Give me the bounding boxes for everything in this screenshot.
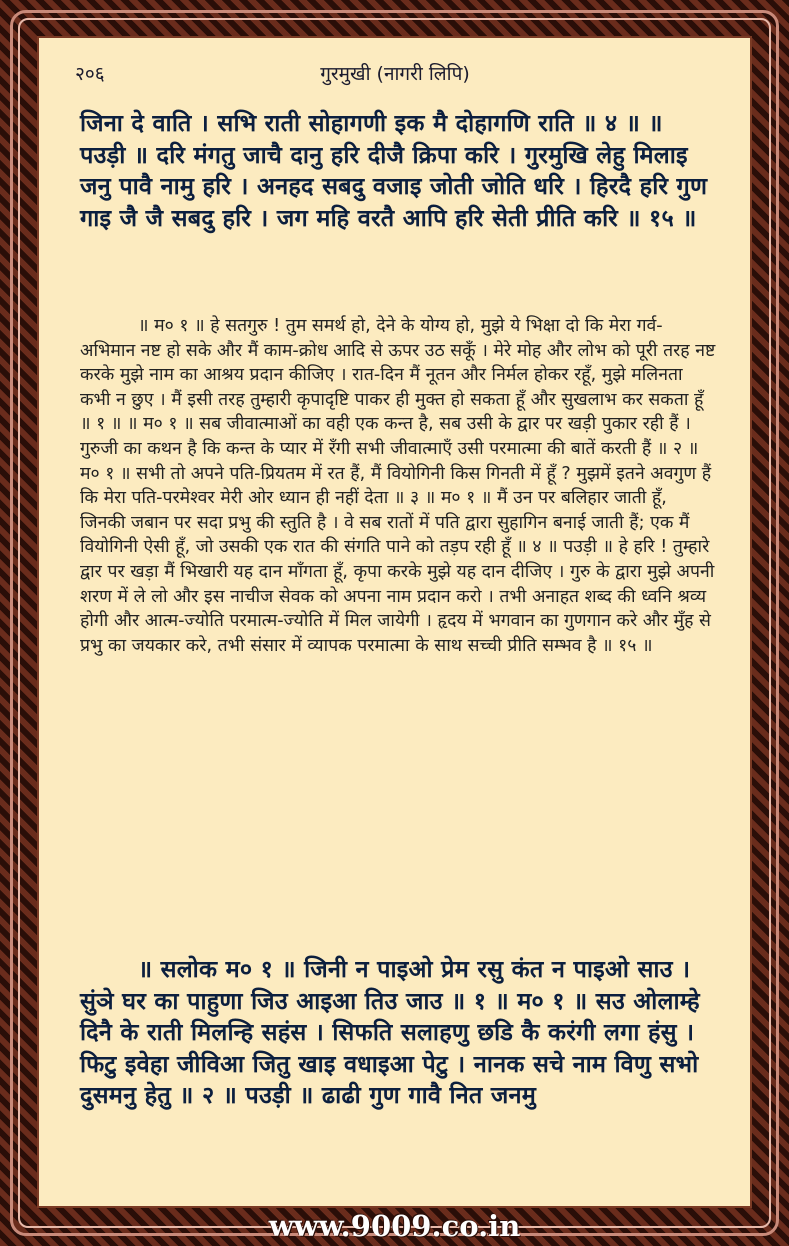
page-number: २०६ bbox=[75, 63, 105, 85]
website-url: www.9009.co.in bbox=[268, 1209, 521, 1243]
verse-block-1: जिना दे वाति । सभि राती सोहागणी इक मै दोहागणि राति ॥ ४ ॥ ॥ पउड़ी ॥ दरि मंगतु जाचै दानु हरि दीजै क्रिपा करि । गुरमुखि लेहु मिलाइ जनु पावै नामु हरि । अनहद सबदु वजाइ जोती जोति धरि । हिरदै हरि गुण गाइ जै जै सबदु हरि । जग महि वरतै आपि हरि सेती प्रीति करि ॥ १५ ॥ bbox=[80, 109, 708, 232]
translation-block: ॥ म० १ ॥ हे सतगुरु ! तुम समर्थ हो, देने के योग्य हो, मुझे ये भिक्षा दो कि मेरा गर्व-अभिमान नष्ट हो सके और मैं काम-क्रोध आदि से ऊपर उठ सकूँ । मेरे मोह और लोभ को पूरी तरह नष्ट करके मुझे नाम का आश्रय प्रदान कीजिए । रात-दिन मैं नूतन और निर्मल होकर रहूँ, मुझे मलिनता कभी न छुए । मैं इसी तरह तुम्हारी कृपादृष्टि पाकर ही मुक्त हो सकता हूँ और सुखलाभ कर सकता हूँ ॥ १ ॥ ॥ म० १ ॥ सब जीवात्माओं का वही एक कन्त है, सब उसी के द्वार पर खड़ी पुकार रही हैं । गुरुजी का कथन है कि कन्त के प्यार में रँगी सभी जीवात्माएँ उसी परमात्मा की बातें करती हैं ॥ २ ॥ म० १ ॥ सभी तो अपने पति-प्रियतम में रत हैं, मैं वियोगिनी किस गिनती में हूँ ? मुझमें इतने अवगुण हैं कि मेरा पति-परमेश्वर मेरी ओर ध्यान ही नहीं देता ॥ ३ ॥ म० १ ॥ मैं उन पर बलिहार जाती हूँ, जिनकी जबान पर सदा प्रभु की स्तुति है । वे सब रातों में पति द्वारा सुहागिन बनाई जाती हैं; एक मैं वियोगिनी ऐसी हूँ, जो उसकी एक रात की संगति पाने को तड़प रही हूँ ॥ ४ ॥ पउड़ी ॥ हे हरि ! तुम्हारे द्वार पर खड़ा मैं भिखारी यह दान माँगता हूँ, कृपा करके मुझे यह दान दीजिए । गुरु के द्वारा मुझे अपनी शरण में ले लो और इस नाचीज सेवक को अपना नाम प्रदान करो । तभी अनाहत शब्द की ध्वनि श्रव्य होगी और आत्म-ज्योति परमात्म-ज्योति में मिल जायेगी । हृदय में भगवान का गुणगान करे और मुँह से प्रभु का जयकार करे, तभी संसार में व्यापक परमात्मा के साथ सच्ची प्रीति सम्भव है ॥ १५ ॥ bbox=[80, 316, 716, 656]
page-header bbox=[75, 60, 715, 90]
page bbox=[37, 36, 752, 1208]
page-title: गुरमुखी (नागरी लिपि) bbox=[320, 63, 470, 85]
verse-block-2: ॥ सलोक म० १ ॥ जिनी न पाइओ प्रेम रसु कंत न पाइओ साउ । सुंञे घर का पाहुणा जिउ आइआ तिउ जाउ ॥ १ ॥ म० १ ॥ सउ ओलाम्हे दिनै के राती मिलन्हि सहंस । सिफति सलाहणु छडि कै करंगी लगा हंसु । फिटु इवेहा जीविआ जितु खाइ वधाइआ पेटु । नानक सचे नाम विणु सभो दुसमनु हेतु ॥ २ ॥ पउड़ी ॥ ढाढी गुण गावै नित जनमु bbox=[80, 955, 700, 1110]
